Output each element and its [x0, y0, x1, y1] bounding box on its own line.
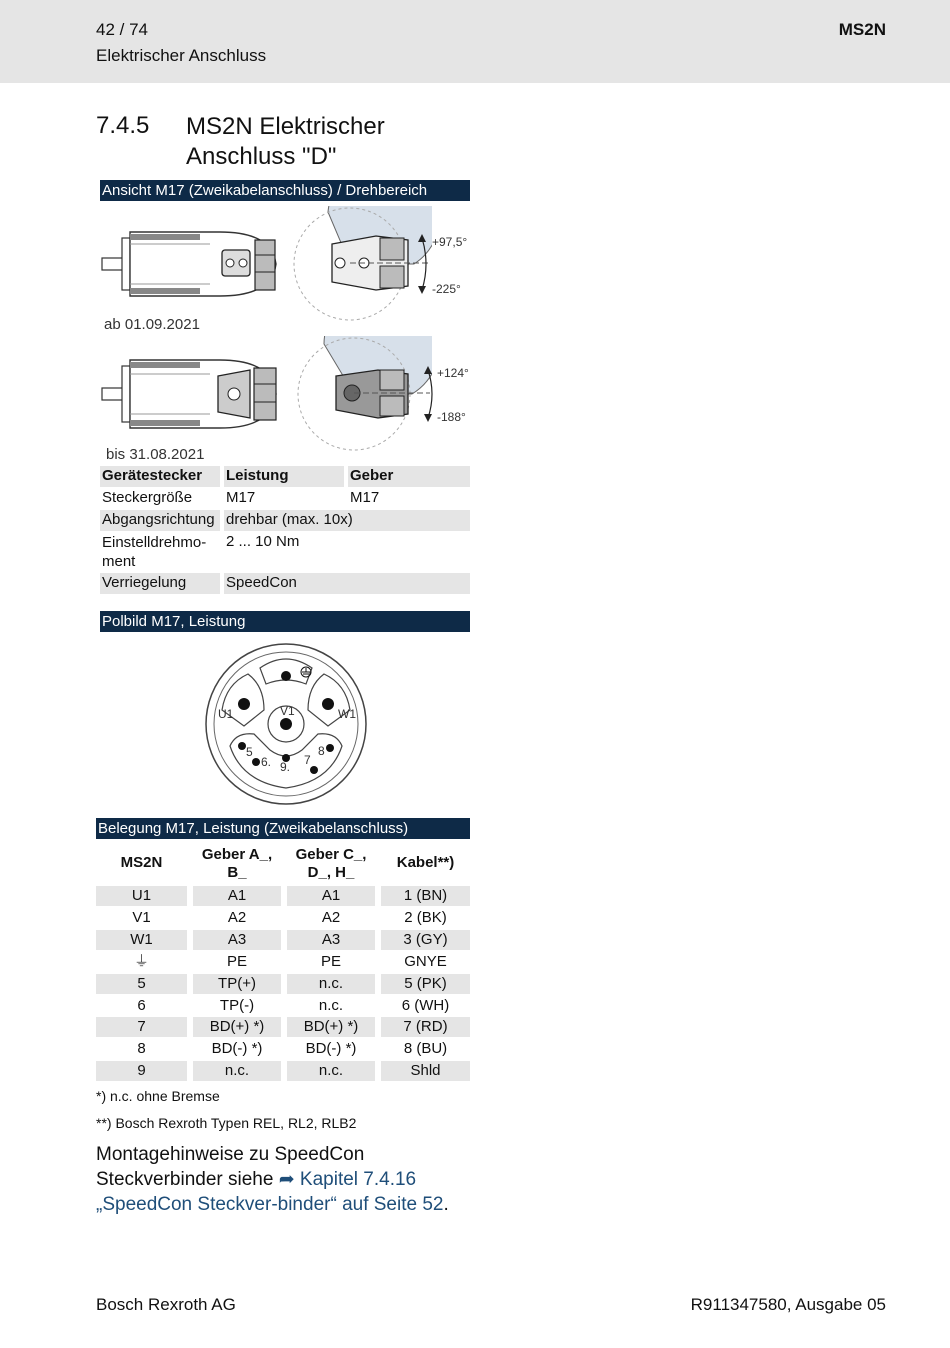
table-cell: 8 (BU) — [403, 1040, 448, 1058]
table-cell: BD(+) *) — [193, 1017, 281, 1037]
table-cell: ⏚ — [133, 952, 149, 970]
arrow-right-icon: ➦ — [278, 1169, 295, 1190]
section-number: 7.4.5 — [96, 112, 150, 139]
table-cell: A1 — [287, 886, 375, 906]
header-product: MS2N — [838, 20, 886, 39]
section-title: MS2N Elektrischer Anschluss "D" — [186, 113, 385, 170]
table-cell: A2 — [321, 908, 341, 926]
table-cell: n.c. — [287, 974, 375, 994]
table-cell: A1 — [193, 886, 281, 906]
table-cell: 5 (PK) — [381, 974, 470, 994]
prop-value: 2 ... 10 Nm — [226, 533, 300, 550]
table-row — [100, 488, 470, 509]
pin-label-7: 7 — [304, 753, 311, 767]
rotation-range-view-1 — [292, 206, 432, 322]
table-cell: GNYE — [404, 952, 447, 970]
table-cell: 1 (BN) — [381, 886, 470, 906]
prop-label: Einstelldrehmo-ment — [102, 534, 207, 570]
header-cell: Kabel**) — [396, 854, 455, 871]
caption-variant-2: bis 31.08.2021 — [106, 446, 205, 463]
table-cell: Shld — [381, 1061, 470, 1081]
pinout-diagram — [204, 642, 368, 806]
prop-value: SpeedCon — [224, 573, 470, 594]
table-cell: n.c. — [287, 1061, 375, 1081]
table-cell: TP(+) — [193, 974, 281, 994]
assignment-bar: Belegung M17, Leistung (Zweikabelanschluss) — [96, 818, 470, 839]
prop-value: M17 — [226, 489, 256, 506]
pin-label-6: 6. — [261, 755, 272, 769]
table-cell: BD(-) *) — [211, 1040, 263, 1058]
table-cell: TP(-) — [219, 996, 255, 1014]
table-cell: 3 (GY) — [381, 930, 470, 950]
header-cell: Geber A_, B_ — [201, 846, 273, 881]
table-cell: n.c. — [193, 1061, 281, 1081]
angle-minus-2: -188° — [437, 410, 466, 424]
view-bar: Ansicht M17 (Zweikabelanschluss) / Drehbereich — [100, 180, 470, 201]
prop-value: drehbar (max. 10x) — [224, 510, 470, 531]
footer-doc-number: R911347580, Ausgabe 05 — [690, 1295, 886, 1314]
table-row — [100, 573, 470, 594]
header-cell: Geber C_, D_, H_ — [295, 846, 367, 881]
table-cell: n.c. — [318, 996, 344, 1014]
table-cell: A3 — [287, 930, 375, 950]
table-cell: U1 — [96, 886, 187, 906]
table-cell: 7 — [96, 1017, 187, 1037]
pin-label-u1: U1 — [218, 707, 234, 721]
pin-label-5: 5 — [246, 745, 253, 759]
header-cell: Geber — [348, 466, 470, 487]
mounting-note — [96, 1142, 476, 1217]
page-header — [0, 0, 950, 83]
table-cell: 2 (BK) — [404, 908, 447, 926]
motor-side-view-1 — [100, 210, 280, 320]
rotation-range-view-2 — [296, 336, 432, 452]
table-cell: 5 — [96, 974, 187, 994]
mounting-text-end: . — [443, 1194, 449, 1215]
table-cell: BD(+) *) — [287, 1017, 375, 1037]
footer-company: Bosch Rexroth AG — [96, 1295, 236, 1314]
chapter-link-text: Kapitel 7.4.16 „SpeedCon Steckver-binder“ auf Seite 52 — [96, 1169, 444, 1215]
table-cell: 8 — [137, 1040, 146, 1058]
page-number: 42 / 74 — [96, 20, 148, 39]
angle-plus-2: +124° — [437, 366, 469, 380]
table-row — [100, 532, 470, 572]
table-row — [100, 510, 470, 531]
table-cell: 7 (RD) — [381, 1017, 470, 1037]
table-cell: 9 — [96, 1061, 187, 1081]
header-cell: MS2N — [120, 854, 163, 871]
pinout-bar: Polbild M17, Leistung — [100, 611, 470, 632]
prop-label: Abgangsrichtung — [100, 510, 220, 531]
connector-properties-table — [100, 466, 470, 596]
pin-assignment-table — [96, 844, 470, 1084]
table-cell: A3 — [193, 930, 281, 950]
footnote-brake: *) n.c. ohne Bremse — [96, 1088, 220, 1104]
motor-side-view-2 — [100, 340, 280, 450]
table-cell: 6 (WH) — [401, 996, 450, 1014]
table-cell: PE — [226, 952, 247, 970]
pin-label-w1: W1 — [338, 707, 356, 721]
table-cell: PE — [320, 952, 341, 970]
prop-label: Verriegelung — [100, 573, 220, 594]
angle-minus-1: -225° — [432, 282, 461, 296]
prop-label: Steckergröße — [102, 489, 193, 506]
footnote-cable: **) Bosch Rexroth Typen REL, RL2, RLB2 — [96, 1115, 357, 1131]
table-cell: BD(-) *) — [305, 1040, 357, 1058]
table-cell: V1 — [132, 908, 151, 926]
pin-label-9: 9. — [280, 760, 291, 774]
mounting-text: Montagehinweise zu SpeedCon Steckverbinder siehe — [96, 1144, 365, 1190]
table-row — [100, 466, 470, 487]
pin-label-8: 8 — [318, 744, 325, 758]
angle-plus-1: +97,5° — [432, 235, 468, 249]
header-cell: Leistung — [224, 466, 344, 487]
caption-variant-1: ab 01.09.2021 — [104, 316, 200, 333]
pin-label-v1: V1 — [280, 704, 295, 718]
prop-value: M17 — [350, 489, 380, 506]
table-cell: W1 — [96, 930, 187, 950]
table-cell: A2 — [227, 908, 247, 926]
header-cell: Gerätestecker — [100, 466, 220, 487]
header-section: Elektrischer Anschluss — [96, 46, 267, 65]
table-cell: 6 — [137, 996, 146, 1014]
